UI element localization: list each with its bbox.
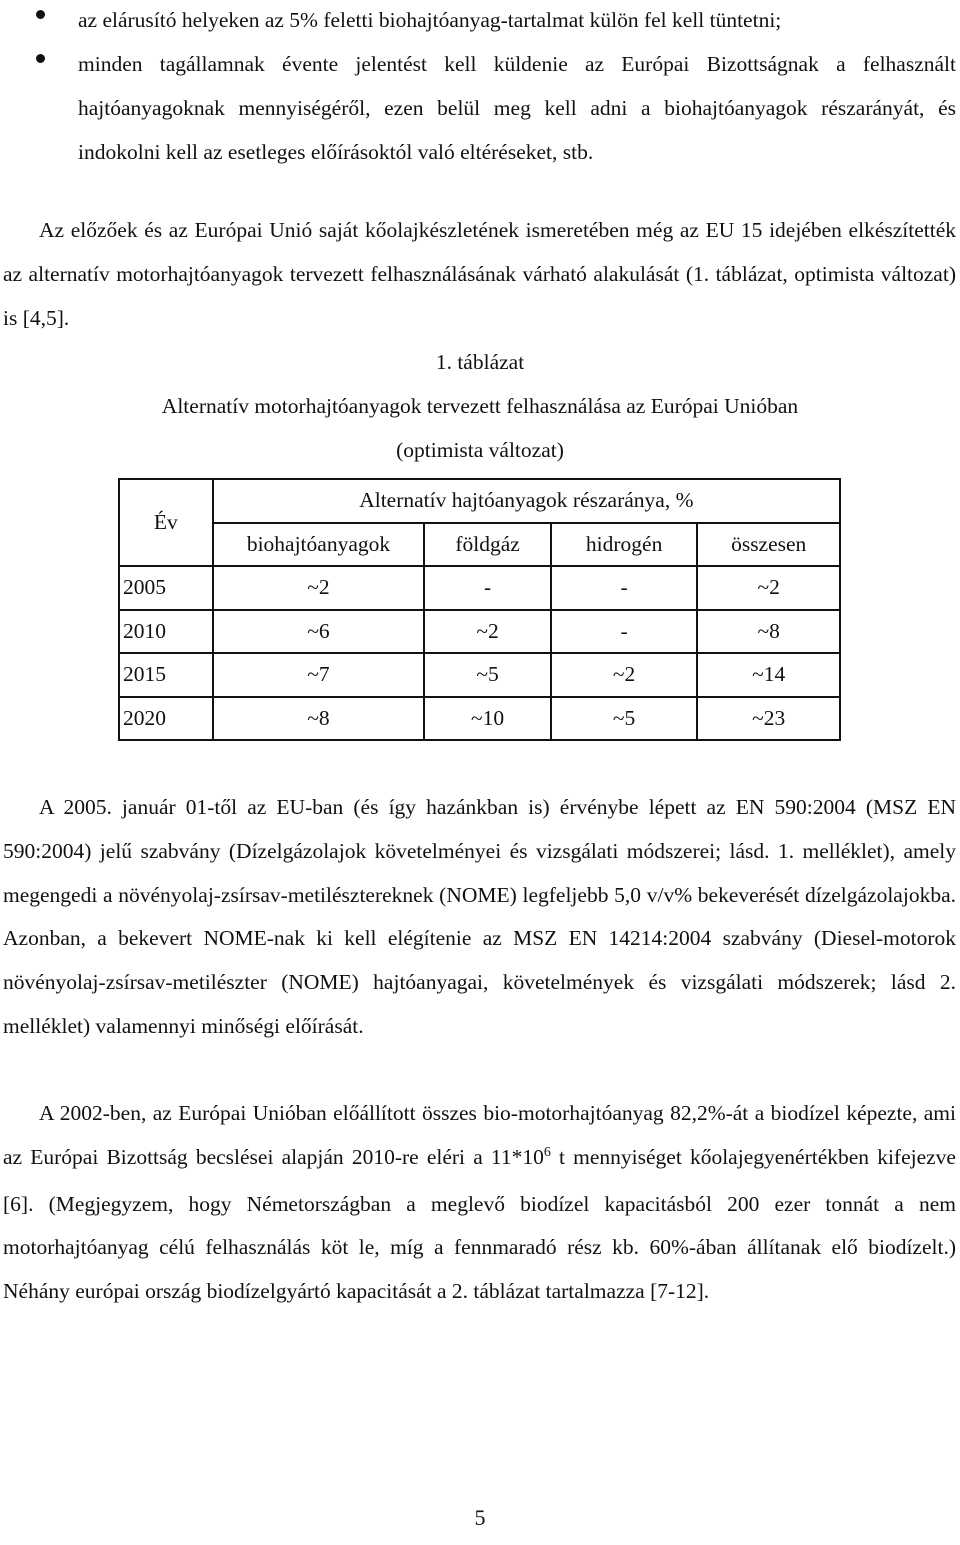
table-row xyxy=(119,610,840,654)
cell-hydrogen: - xyxy=(551,610,698,654)
cell-bio: ~8 xyxy=(213,697,425,741)
cell-gas: ~10 xyxy=(424,697,551,741)
paragraph-biodiesel xyxy=(3,1092,956,1314)
table-title: Alternatív motorhajtóanyagok tervezett felhasználása az Európai Unióban xyxy=(161,394,799,418)
header-total: összesen xyxy=(697,523,840,567)
cell-year: 2005 xyxy=(119,566,213,610)
bullet-text: az elárusító helyeken az 5% feletti biohajtóanyag-tartalmat külön fel kell tüntetni; xyxy=(78,8,782,32)
table-subheader-row xyxy=(119,523,840,567)
data-table xyxy=(118,478,841,741)
table-row xyxy=(119,653,840,697)
table-header-row xyxy=(119,479,840,523)
table-label: 1. táblázat xyxy=(435,350,525,374)
cell-hydrogen: ~5 xyxy=(551,697,698,741)
page-number: 5 xyxy=(474,1505,486,1530)
cell-year: 2010 xyxy=(119,610,213,654)
header-hydrogen: hidrogén xyxy=(551,523,698,567)
cell-bio: ~7 xyxy=(213,653,425,697)
header-year: Év xyxy=(119,479,213,566)
cell-hydrogen: - xyxy=(551,566,698,610)
header-group: Alternatív hajtóanyagok részaránya, % xyxy=(213,479,840,523)
table-row xyxy=(119,566,840,610)
cell-year: 2015 xyxy=(119,653,213,697)
cell-hydrogen: ~2 xyxy=(551,653,698,697)
bullet-text: minden tagállamnak évente jelentést kell küldenie az Európai Bizottságnak a felhasznált hajtóanyagoknak mennyiségéről, ezen belül meg kell adni a biohajtóanyagok részarányát, és indokolni kell az esetleges előírásoktól való eltéréseket, stb. xyxy=(78,52,956,164)
paragraph-biodiesel-part1: A 2002-ben, az Európai Unióban előállított összes bio-motorhajtóanyag 82,2%-át a biodízel képezte, ami az Európai Bizottság becslései alapján 2010-re eléri a 11*10 xyxy=(3,1101,956,1169)
paragraph-standard: A 2005. január 01-től az EU-ban (és így hazánkban is) érvénybe lépett az EN 590:2004 (MSZ EN 590:2004) jelű szabvány (Dízelgázolajok követelményei és vizsgálati módszerei; lásd. 1. melléklet), amely megengedi a növényolaj-zsírsav-metilésztereknek (NOME) legfeljebb 5,0 v/v% bekeverését dízelgázolajokba. Azonban, a bekevert NOME-nak ki kell elégítenie az MSZ EN 14214:2004 szabvány (Diesel-motorok növényolaj-zsírsav-metilészter (NOME) hajtóanyagai, követelmények és vizsgálati módszerek; lásd 2. melléklet) valamennyi minőségi előírását. xyxy=(3,795,956,1038)
paragraph-intro: Az előzőek és az Európai Unió saját kőolajkészletének ismeretében még az EU 15 idejében elkészítették az alternatív motorhajtóanyagok tervezett felhasználásának várható alakulását (1. táblázat, optimista változat) is [4,5]. xyxy=(3,218,956,330)
header-bio: biohajtóanyagok xyxy=(213,523,425,567)
table-row xyxy=(119,697,840,741)
exponent: 6 xyxy=(543,1144,551,1160)
cell-total: ~2 xyxy=(697,566,840,610)
header-gas: földgáz xyxy=(424,523,551,567)
cell-gas: ~2 xyxy=(424,610,551,654)
paragraph-biodiesel-part2: t mennyiséget kőolajegyenértékben kifejezve [6]. (Megjegyzem, hogy Németországban a meglevő biodízel kapacitásból 200 ezer tonnát a nem motorhajtóanyag célú felhasználás köt le, míg a fennmaradó rész kb. 60%-ában állítanak elő biodízelt.) Néhány európai ország biodízelgyártó kapacitását a 2. táblázat tartalmazza [7-12]. xyxy=(3,1144,956,1304)
cell-total: ~23 xyxy=(697,697,840,741)
cell-year: 2020 xyxy=(119,697,213,741)
bullet-icon xyxy=(36,10,45,19)
cell-total: ~14 xyxy=(697,653,840,697)
cell-gas: - xyxy=(424,566,551,610)
cell-bio: ~6 xyxy=(213,610,425,654)
bullet-icon xyxy=(36,54,45,63)
table-subtitle: (optimista változat) xyxy=(396,438,564,462)
cell-total: ~8 xyxy=(697,610,840,654)
cell-bio: ~2 xyxy=(213,566,425,610)
cell-gas: ~5 xyxy=(424,653,551,697)
